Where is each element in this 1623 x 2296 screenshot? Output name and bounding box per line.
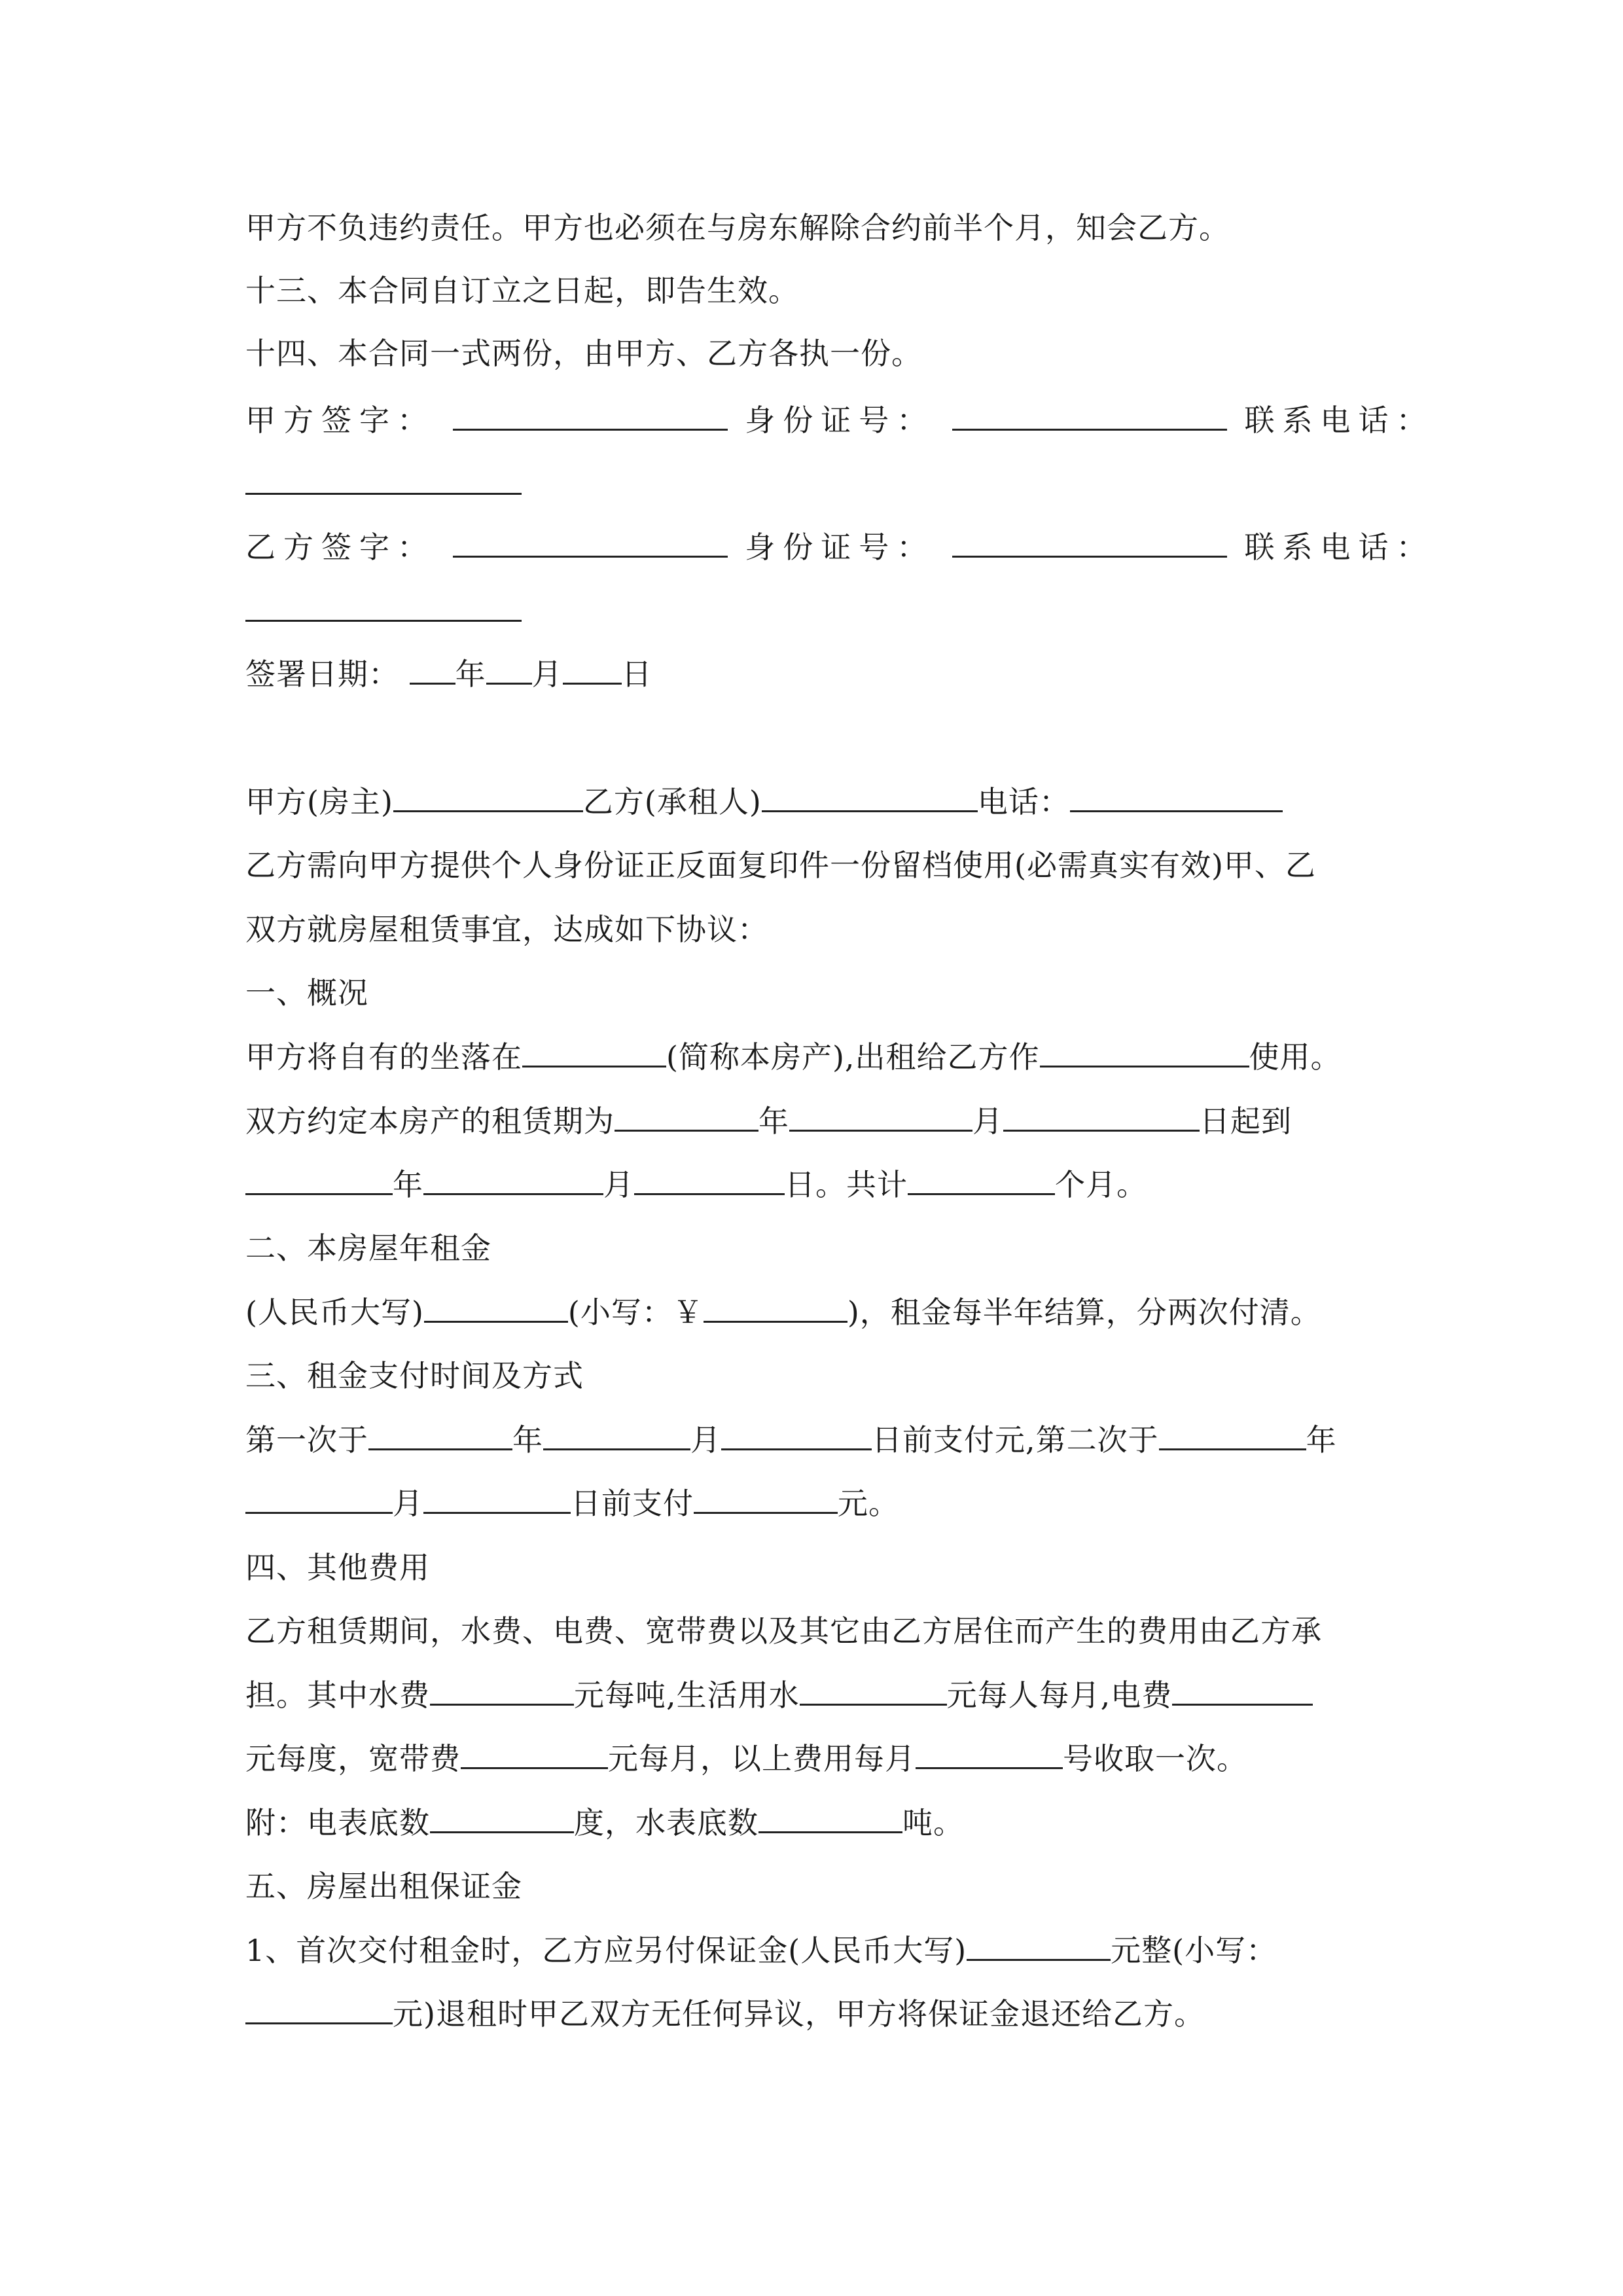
landlord-label: 甲方(房主) [245,784,393,819]
section-2-title [245,1229,491,1268]
collection-day-suffix: 号收取一次。 [1063,1741,1247,1776]
term-months-suffix: 个月。 [1055,1167,1147,1202]
sign-day-label: 日 [621,656,652,692]
party-a-phone-blank-row [245,465,522,504]
broadband-fee-blank[interactable] [461,1741,608,1769]
section-3-first-payment-row [245,1420,1337,1460]
second-payment-year-label: 年 [1306,1422,1337,1458]
first-payment-month-label: 月 [690,1422,721,1458]
second-payment-suffix: 元。 [838,1486,899,1521]
term-start-month-blank[interactable] [789,1103,972,1132]
sign-year-blank[interactable] [410,656,455,685]
water-fee-blank[interactable] [430,1677,574,1706]
section-5-deposit-row [245,1931,1277,1970]
section-3-title-text: 三、租金支付时间及方式 [245,1358,584,1393]
rent-upper-blank[interactable] [424,1295,568,1323]
usage-blank[interactable] [1040,1039,1249,1067]
living-water-blank[interactable] [800,1677,947,1706]
term-months-blank[interactable] [908,1167,1055,1195]
section-1-term-row [245,1102,1292,1141]
section-2-title-text: 二、本房屋年租金 [245,1230,491,1266]
section-4-meter-row [245,1803,964,1842]
clause-13 [245,271,799,310]
water-fee-label: 担。其中水费 [245,1677,430,1713]
party-b-id-label: 身份证号： [745,529,935,565]
deposit-lower-blank[interactable] [245,1996,393,2024]
contract-phone-label: 电话： [977,784,1070,819]
deposit-refund-text: 元)退租时甲乙双方无任何异议，甲方将保证金退还给乙方。 [393,1996,1205,2032]
party-a-signature-row [245,401,1435,440]
second-payment-amount-label: 日前支付 [571,1486,694,1521]
section-1-title-text: 一、概况 [245,975,368,1011]
section-4-title [245,1548,430,1587]
intro-text-1: 乙方需向甲方提供个人身份证正反面复印件一份留档使用(必需真实有效)甲、乙 [245,848,1316,883]
parties-row [245,782,1283,821]
location-blank[interactable] [522,1039,666,1067]
other-fees-text: 乙方租赁期间，水费、电费、宽带费以及其它由乙方居住而产生的费用由乙方承 [245,1613,1322,1649]
sign-date-row [245,655,652,694]
term-label: 双方约定本房产的租赁期为 [245,1103,615,1139]
water-meter-label: 度，水表底数 [574,1805,758,1840]
rent-lower-blank[interactable] [704,1295,847,1323]
section-5-title [245,1867,522,1906]
second-payment-month-blank[interactable] [245,1486,393,1514]
location-label: 甲方将自有的坐落在 [245,1039,522,1075]
second-payment-label: 日前支付元,第二次于 [872,1422,1159,1458]
term-start-suffix: 日起到 [1200,1103,1292,1139]
term-end-month-label: 月 [603,1167,634,1202]
section-1-title [245,973,368,1013]
first-payment-month-blank[interactable] [543,1422,690,1450]
electric-meter-label: 附：电表底数 [245,1805,430,1840]
electric-meter-blank[interactable] [430,1805,574,1833]
first-payment-year-blank[interactable] [368,1422,512,1450]
breach-note-text: 甲方不负违约责任。甲方也必须在与房东解除合约前半个月，知会乙方。 [245,210,1230,245]
section-4-text-1 [245,1611,1322,1651]
term-start-day-blank[interactable] [1003,1103,1200,1132]
rent-lower-label: (小写：￥ [567,1295,704,1330]
term-end-day-blank[interactable] [634,1167,785,1195]
party-a-phone-label: 联系电话： [1244,403,1435,438]
collection-day-blank[interactable] [916,1741,1063,1769]
first-payment-day-blank[interactable] [721,1422,872,1450]
rent-upper-label: (人民币大写) [245,1295,424,1330]
sign-month-blank[interactable] [486,656,532,685]
term-end-year-label: 年 [393,1167,423,1202]
section-4-fees-row-2 [245,1739,1247,1778]
party-a-phone-blank[interactable] [245,467,522,495]
party-a-sign-label: 甲方签字： [245,403,435,438]
contract-phone-blank[interactable] [1070,784,1283,812]
living-water-label: 元每吨,生活用水 [574,1677,800,1713]
monthly-collection-label: 元每月，以上费用每月 [608,1741,916,1776]
section-3-second-payment-row [245,1484,899,1523]
term-end-year-blank[interactable] [245,1167,393,1195]
party-b-id-blank[interactable] [952,529,1227,558]
intro-text-2: 双方就房屋租赁事宜，达成如下协议： [245,912,768,947]
breach-note [245,208,1230,247]
term-end-month-blank[interactable] [423,1167,603,1195]
electricity-fee-blank[interactable] [1172,1677,1313,1706]
first-payment-year-label: 年 [512,1422,543,1458]
section-4-title-text: 四、其他费用 [245,1550,430,1585]
term-start-year-label: 年 [758,1103,789,1139]
tenant-label: 乙方(承租人) [582,784,762,819]
term-total-label: 日。共计 [785,1167,908,1202]
second-payment-day-blank[interactable] [423,1486,571,1514]
clause-14 [245,334,922,373]
water-meter-blank[interactable] [758,1805,902,1833]
electricity-fee-label: 元每人每月,电费 [946,1677,1173,1713]
deposit-label: 1、首次交付租金时，乙方应另付保证金(人民币大写) [245,1933,967,1968]
deposit-lower-label: 元整(小写： [1111,1933,1277,1968]
sign-date-label: 签署日期： [245,656,399,692]
landlord-blank[interactable] [393,784,583,812]
sign-month-label: 月 [531,656,563,692]
party-b-sign-blank[interactable] [453,529,728,558]
intro-line-1 [245,846,1316,885]
sign-day-blank[interactable] [563,656,622,685]
sign-year-label: 年 [455,656,486,692]
term-start-year-blank[interactable] [615,1103,758,1132]
section-3-title [245,1356,584,1395]
section-5-title-text: 五、房屋出租保证金 [245,1869,522,1904]
party-b-phone-label: 联系电话： [1244,529,1435,565]
party-b-phone-blank[interactable] [245,594,522,622]
clause-14-text: 十四、本合同一式两份，由甲方、乙方各执一份。 [245,336,922,371]
water-meter-suffix: 吨。 [902,1805,964,1840]
deposit-upper-blank[interactable] [967,1933,1111,1961]
party-b-phone-blank-row [245,592,522,631]
usage-label: (简称本房产),出租给乙方作 [666,1039,1040,1075]
rent-payment-note: )，租金每半年结算，分两次付清。 [847,1295,1321,1330]
party-b-signature-row [245,528,1435,567]
usage-suffix: 使用。 [1249,1039,1342,1075]
party-a-id-label: 身份证号： [745,403,935,438]
section-4-fees-row-1 [245,1676,1313,1715]
section-1-location-row [245,1037,1342,1077]
second-payment-month-label: 月 [393,1486,423,1521]
section-2-rent-row [245,1293,1321,1332]
party-a-id-blank[interactable] [952,403,1227,431]
second-payment-year-blank[interactable] [1159,1422,1306,1450]
second-payment-amount-blank[interactable] [694,1486,838,1514]
section-1-term-end-row [245,1165,1147,1204]
intro-line-2 [245,910,768,949]
first-payment-label: 第一次于 [245,1422,368,1458]
party-a-sign-blank[interactable] [453,403,728,431]
party-b-sign-label: 乙方签字： [245,529,435,565]
section-5-refund-row [245,1994,1205,2034]
tenant-blank[interactable] [762,784,978,812]
term-start-month-label: 月 [972,1103,1003,1139]
clause-13-text: 十三、本合同自订立之日起，即告生效。 [245,273,799,308]
broadband-fee-label: 元每度，宽带费 [245,1741,461,1776]
